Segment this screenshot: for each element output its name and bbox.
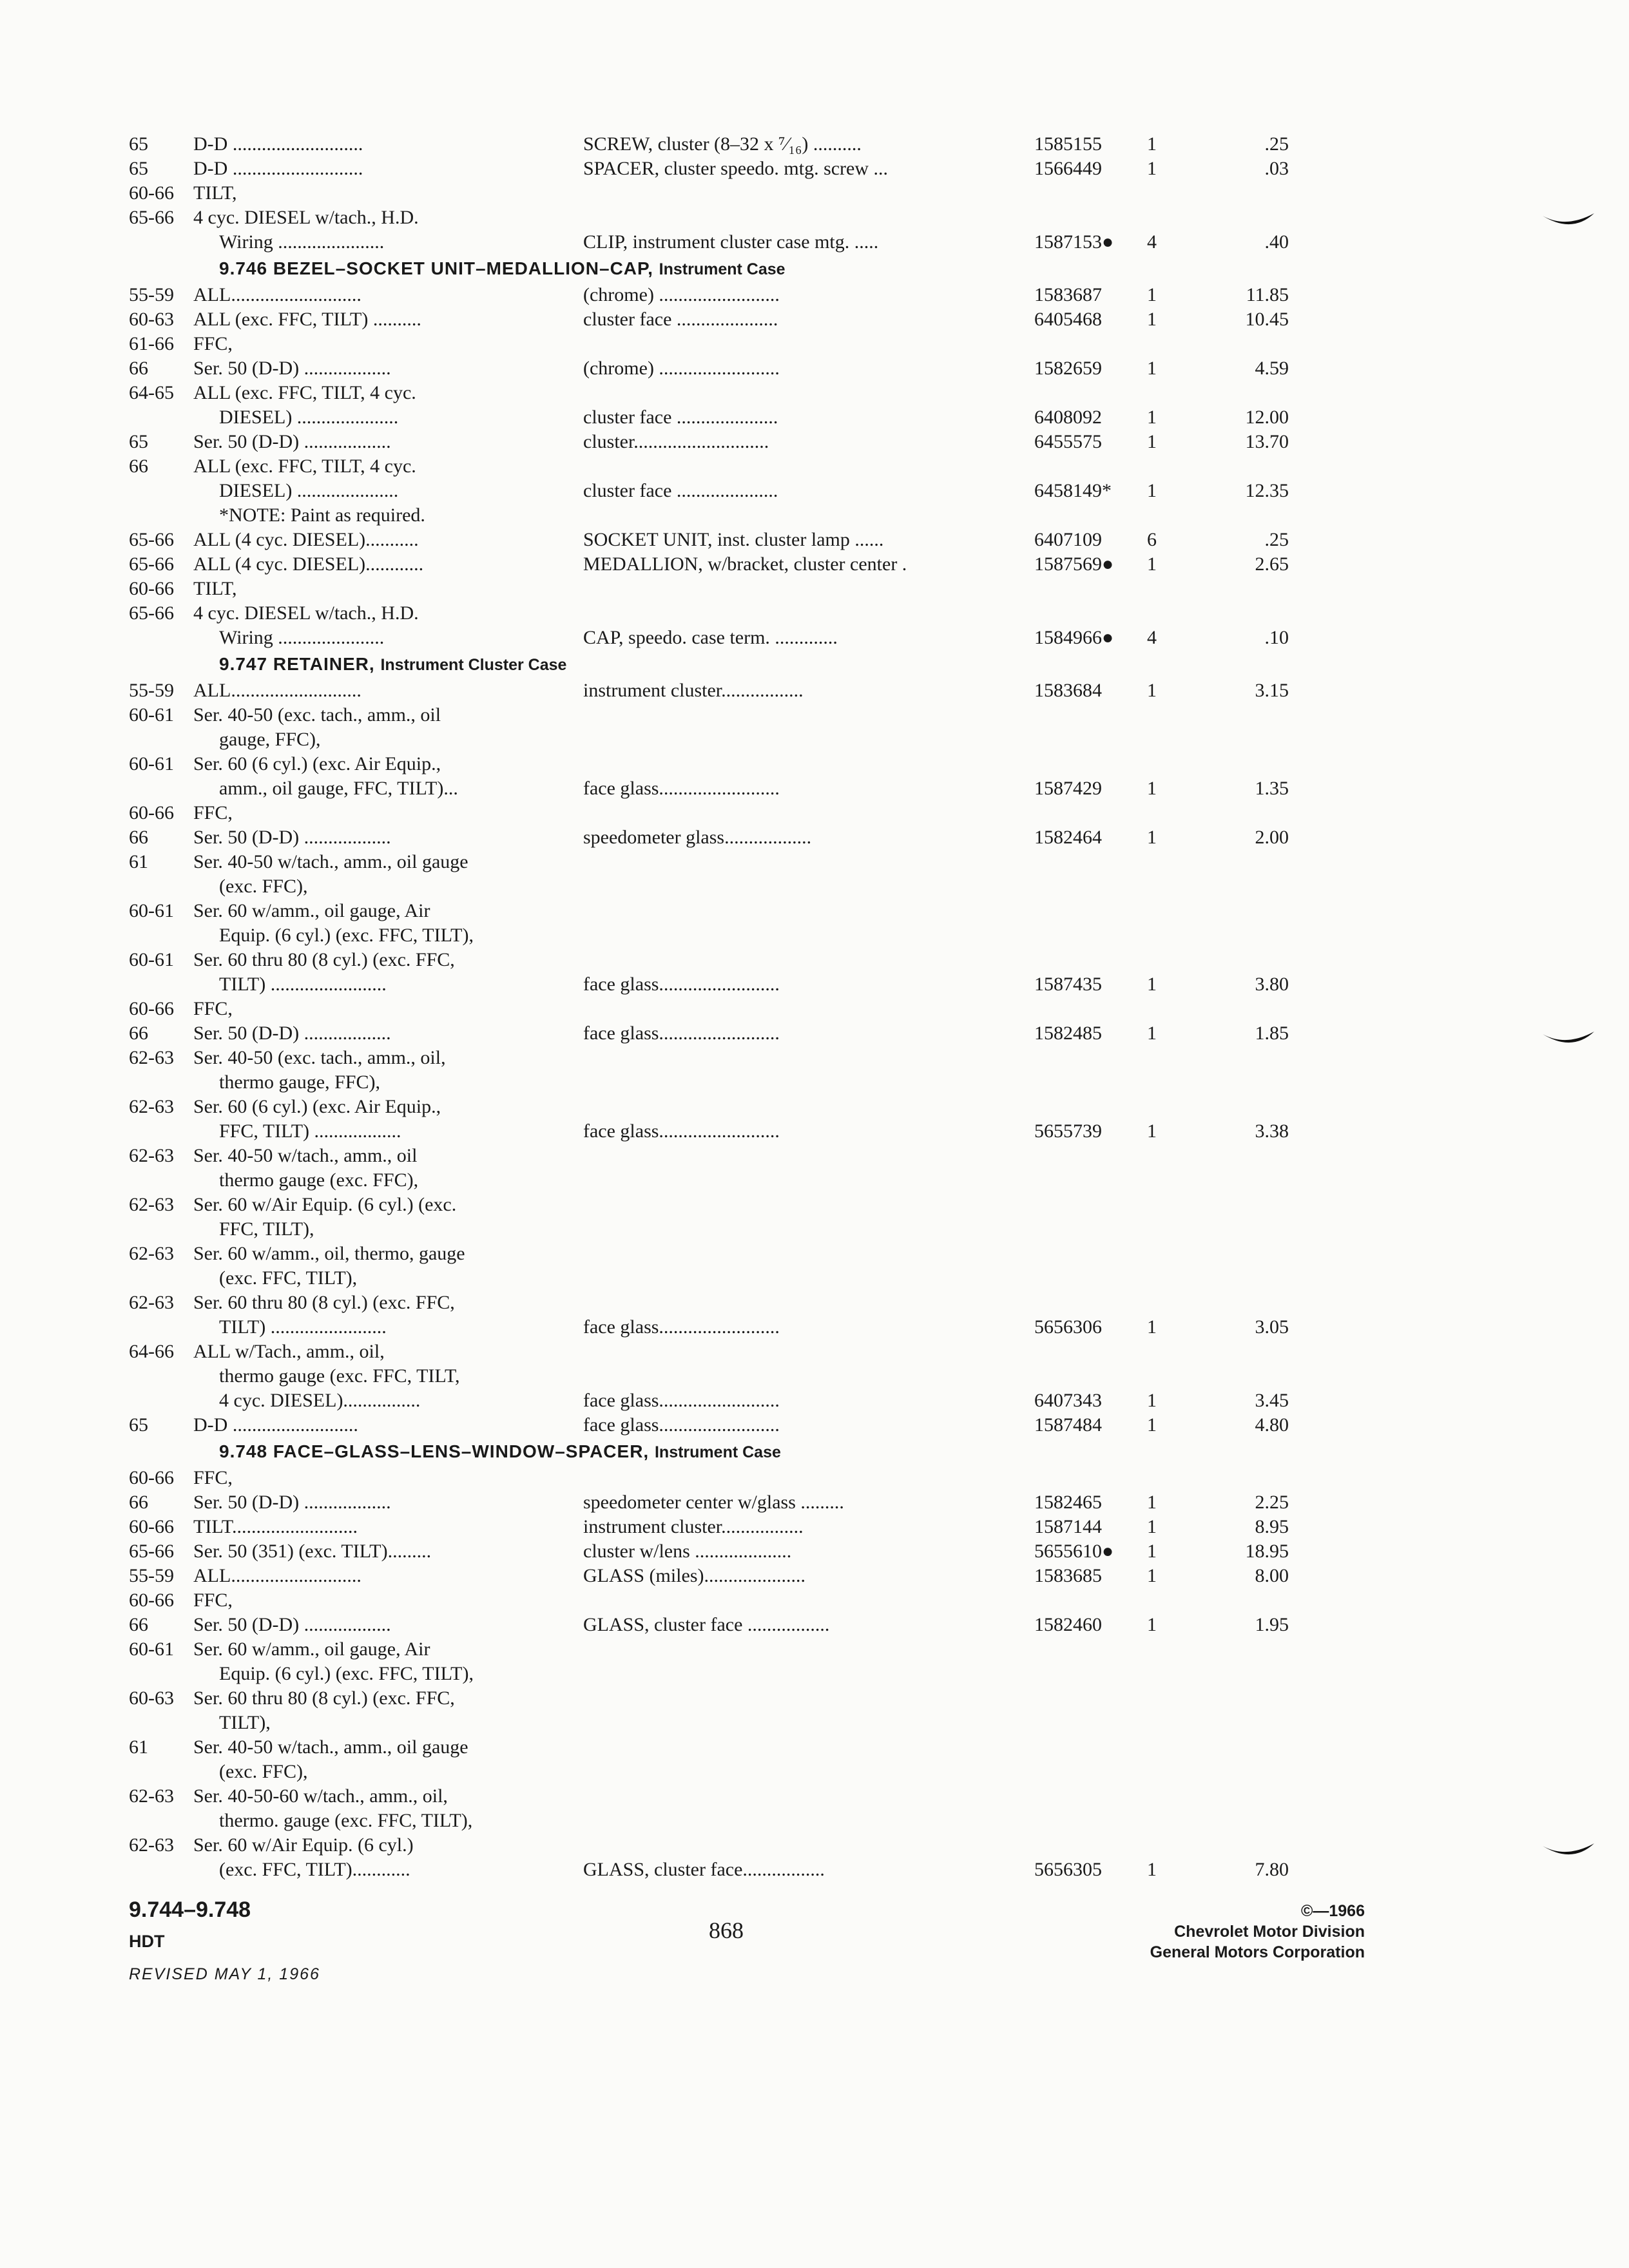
model-cell: Ser. 60 thru 80 (8 cyl.) (exc. FFC, [193, 1687, 455, 1709]
model-cell: (exc. FFC), [219, 1761, 308, 1782]
part-name-cell: face glass......................... [583, 1023, 780, 1044]
year-cell: 65 [129, 431, 148, 452]
year-cell: 64-66 [129, 1341, 174, 1362]
model-cell: Ser. 50 (351) (exc. TILT)......... [193, 1541, 432, 1562]
quantity-cell: 1 [1147, 778, 1157, 799]
price-cell: 3.80 [1255, 974, 1289, 995]
price-cell: 3.45 [1255, 1390, 1289, 1411]
part-name-cell: SPACER, cluster speedo. mtg. screw ... [583, 158, 889, 179]
model-cell: TILT) ........................ [219, 1316, 387, 1338]
model-cell: Ser. 40-50 w/tach., amm., oil gauge [193, 851, 468, 872]
part-name-cell: cluster............................ [583, 431, 769, 452]
year-cell: 62-63 [129, 1243, 174, 1264]
price-cell: 11.85 [1246, 284, 1289, 305]
model-cell: DIESEL) ..................... [219, 407, 399, 428]
year-cell: 60-61 [129, 900, 174, 921]
quantity-cell: 4 [1147, 627, 1157, 648]
footer-section-range: 9.744–9.748 [129, 1898, 251, 1922]
part-name-cell: cluster face ..................... [583, 480, 778, 501]
quantity-cell: 1 [1147, 553, 1157, 575]
model-cell: thermo gauge (exc. FFC), [219, 1169, 419, 1191]
part-number-cell: 1582659 [1034, 358, 1102, 379]
quantity-cell: 1 [1147, 1492, 1157, 1513]
punch-mark-middle [1540, 1028, 1598, 1053]
price-cell: 8.95 [1255, 1516, 1289, 1537]
year-cell: 60-66 [129, 578, 174, 599]
model-cell: Ser. 40-50 w/tach., amm., oil [193, 1145, 418, 1166]
section-name: BEZEL–SOCKET UNIT–MEDALLION–CAP, [273, 258, 653, 278]
model-cell: TILT) ........................ [219, 974, 387, 995]
year-cell: 60-66 [129, 1467, 174, 1488]
part-name-cell: SCREW, cluster (8–32 x ⁷⁄₁₆) .......... [583, 133, 862, 155]
model-cell: D-D .......................... [193, 1414, 358, 1436]
model-cell: D-D ........................... [193, 158, 363, 179]
part-number-cell: 1587429 [1034, 778, 1102, 799]
price-cell: 4.80 [1255, 1414, 1289, 1436]
quantity-cell: 1 [1147, 1859, 1157, 1880]
price-cell: 12.00 [1245, 407, 1289, 428]
model-cell: ALL........................... [193, 1565, 361, 1586]
part-number-cell: 1587153● [1034, 231, 1114, 253]
price-cell: .03 [1264, 158, 1289, 179]
part-name-cell: GLASS, cluster face................. [583, 1859, 825, 1880]
price-cell: 12.35 [1245, 480, 1289, 501]
part-name-cell: GLASS, cluster face ................. [583, 1614, 830, 1635]
price-cell: 1.35 [1255, 778, 1289, 799]
model-cell: Wiring ...................... [219, 627, 385, 648]
model-cell: *NOTE: Paint as required. [219, 505, 425, 526]
year-cell: 60-66 [129, 1516, 174, 1537]
part-number-cell: 1587144 [1034, 1516, 1102, 1537]
year-cell: 62-63 [129, 1145, 174, 1166]
part-number-cell: 1582485 [1034, 1023, 1102, 1044]
model-cell: Ser. 50 (D-D) .................. [193, 431, 391, 452]
quantity-cell: 1 [1147, 1120, 1157, 1142]
price-cell: 2.25 [1255, 1492, 1289, 1513]
year-cell: 65 [129, 133, 148, 155]
part-number-cell: 1583687 [1034, 284, 1102, 305]
quantity-cell: 1 [1147, 358, 1157, 379]
year-cell: 65-66 [129, 553, 174, 575]
year-cell: 60-66 [129, 802, 174, 823]
price-cell: 8.00 [1255, 1565, 1289, 1586]
quantity-cell: 1 [1147, 1516, 1157, 1537]
part-name-cell: CAP, speedo. case term. ............. [583, 627, 838, 648]
price-cell: 18.95 [1245, 1541, 1289, 1562]
model-cell: (exc. FFC, TILT)............ [219, 1859, 410, 1880]
model-cell: FFC, [193, 1467, 233, 1488]
footer-publisher [1150, 1901, 1365, 1963]
quantity-cell: 1 [1147, 1023, 1157, 1044]
part-number-cell: 1587484 [1034, 1414, 1102, 1436]
quantity-cell: 1 [1147, 1316, 1157, 1338]
punch-mark-top [1540, 209, 1598, 235]
model-cell: TILT.......................... [193, 1516, 358, 1537]
year-cell: 66 [129, 1614, 148, 1635]
part-name-cell: face glass......................... [583, 1414, 780, 1436]
model-cell: Ser. 60 w/Air Equip. (6 cyl.) (exc. [193, 1194, 457, 1215]
model-cell: ALL........................... [193, 284, 361, 305]
part-number-cell: 1585155 [1034, 133, 1102, 155]
price-cell: 3.15 [1255, 680, 1289, 701]
model-cell: Equip. (6 cyl.) (exc. FFC, TILT), [219, 925, 474, 946]
year-cell: 61 [129, 851, 148, 872]
year-cell: 65-66 [129, 207, 174, 228]
year-cell: 61-66 [129, 333, 174, 354]
model-cell: Wiring ...................... [219, 231, 385, 253]
part-number-cell: 1584966● [1034, 627, 1114, 648]
year-cell: 65 [129, 158, 148, 179]
model-cell: thermo gauge, FFC), [219, 1072, 380, 1093]
section-subtitle: Instrument Case [654, 1443, 781, 1461]
model-cell: Ser. 60 w/amm., oil gauge, Air [193, 1639, 430, 1660]
part-number-cell: 6405468 [1034, 309, 1102, 330]
quantity-cell: 1 [1147, 1614, 1157, 1635]
part-name-cell: GLASS (miles)..................... [583, 1565, 805, 1586]
part-name-cell: face glass......................... [583, 1316, 780, 1338]
model-cell: (exc. FFC, TILT), [219, 1267, 358, 1289]
model-cell: Ser. 40-50-60 w/tach., amm., oil, [193, 1785, 448, 1807]
part-name-cell: cluster w/lens .................... [583, 1541, 792, 1562]
model-cell: Equip. (6 cyl.) (exc. FFC, TILT), [219, 1663, 474, 1684]
year-cell: 60-61 [129, 753, 174, 774]
division-name: Chevrolet Motor Division [1174, 1923, 1365, 1941]
year-cell: 66 [129, 827, 148, 848]
quantity-cell: 1 [1147, 1565, 1157, 1586]
part-number-cell: 1583684 [1034, 680, 1102, 701]
year-cell: 60-66 [129, 1590, 174, 1611]
model-cell: ALL w/Tach., amm., oil, [193, 1341, 385, 1362]
model-cell: TILT), [219, 1712, 271, 1733]
quantity-cell: 1 [1147, 827, 1157, 848]
year-cell: 60-63 [129, 309, 174, 330]
quantity-cell: 1 [1147, 1541, 1157, 1562]
part-number-cell: 6458149* [1034, 480, 1112, 501]
part-name-cell: CLIP, instrument cluster case mtg. ..... [583, 231, 879, 253]
part-number-cell: 5656305 [1034, 1859, 1102, 1880]
model-cell: Ser. 50 (D-D) .................. [193, 1023, 391, 1044]
part-name-cell: face glass......................... [583, 1390, 780, 1411]
part-number-cell: 1587569● [1034, 553, 1114, 575]
copyright-notice: ©—1966 [1300, 1902, 1365, 1920]
year-cell: 65-66 [129, 1541, 174, 1562]
part-name-cell: face glass......................... [583, 778, 780, 799]
part-name-cell: (chrome) ......................... [583, 358, 780, 379]
model-cell: thermo gauge (exc. FFC, TILT, [219, 1365, 460, 1387]
year-cell: 60-66 [129, 182, 174, 204]
part-number-cell: 6407343 [1034, 1390, 1102, 1411]
part-number-cell: 1582464 [1034, 827, 1102, 848]
model-cell: Ser. 40-50 (exc. tach., amm., oil, [193, 1047, 446, 1068]
model-cell: ALL (4 cyc. DIESEL)............ [193, 553, 424, 575]
price-cell: 7.80 [1255, 1859, 1289, 1880]
model-cell: Ser. 40-50 w/tach., amm., oil gauge [193, 1736, 468, 1758]
year-cell: 62-63 [129, 1194, 174, 1215]
footer-revised-date: REVISED MAY 1, 1966 [129, 1965, 320, 1983]
model-cell: FFC, TILT), [219, 1218, 314, 1240]
part-number-cell: 5655739 [1034, 1120, 1102, 1142]
year-cell: 60-66 [129, 998, 174, 1019]
model-cell: FFC, [193, 802, 233, 823]
price-cell: 2.00 [1255, 827, 1289, 848]
price-cell: .40 [1264, 231, 1289, 253]
model-cell: Ser. 60 w/amm., oil gauge, Air [193, 900, 430, 921]
price-cell: 3.38 [1255, 1120, 1289, 1142]
section-name: FACE–GLASS–LENS–WINDOW–SPACER, [273, 1441, 650, 1461]
quantity-cell: 1 [1147, 1390, 1157, 1411]
model-cell: Ser. 60 w/amm., oil, thermo, gauge [193, 1243, 465, 1264]
year-cell: 66 [129, 1023, 148, 1044]
price-cell: 3.05 [1255, 1316, 1289, 1338]
model-cell: Ser. 50 (D-D) .................. [193, 358, 391, 379]
model-cell: Ser. 60 (6 cyl.) (exc. Air Equip., [193, 753, 441, 774]
punch-mark-bottom [1540, 1840, 1598, 1865]
model-cell: gauge, FFC), [219, 729, 321, 750]
price-cell: .10 [1264, 627, 1289, 648]
section-number: 9.747 [219, 654, 268, 674]
part-number-cell: 1583685 [1034, 1565, 1102, 1586]
part-name-cell: face glass......................... [583, 974, 780, 995]
quantity-cell: 1 [1147, 158, 1157, 179]
model-cell: Ser. 60 w/Air Equip. (6 cyl.) [193, 1834, 414, 1856]
price-cell: 13.70 [1245, 431, 1289, 452]
model-cell: (exc. FFC), [219, 876, 308, 897]
year-cell: 62-63 [129, 1785, 174, 1807]
model-cell: ALL (4 cyc. DIESEL)........... [193, 529, 419, 550]
price-cell: .25 [1264, 529, 1289, 550]
year-cell: 60-61 [129, 1639, 174, 1660]
part-name-cell: SOCKET UNIT, inst. cluster lamp ...... [583, 529, 884, 550]
year-cell: 64-65 [129, 382, 174, 403]
model-cell: TILT, [193, 578, 237, 599]
model-cell: D-D ........................... [193, 133, 363, 155]
year-cell: 65 [129, 1414, 148, 1436]
section-name: RETAINER, [273, 654, 375, 674]
price-cell: .25 [1264, 133, 1289, 155]
model-cell: Ser. 60 thru 80 (8 cyl.) (exc. FFC, [193, 1292, 455, 1313]
year-cell: 66 [129, 358, 148, 379]
part-name-cell: speedometer glass.................. [583, 827, 812, 848]
price-cell: 2.65 [1255, 553, 1289, 575]
model-cell: FFC, [193, 333, 233, 354]
year-cell: 55-59 [129, 680, 174, 701]
model-cell: FFC, [193, 998, 233, 1019]
model-cell: amm., oil gauge, FFC, TILT)... [219, 778, 458, 799]
part-name-cell: speedometer center w/glass ......... [583, 1492, 844, 1513]
part-number-cell: 1566449 [1034, 158, 1102, 179]
price-cell: 1.85 [1255, 1023, 1289, 1044]
year-cell: 62-63 [129, 1047, 174, 1068]
price-cell: 4.59 [1255, 358, 1289, 379]
part-name-cell: MEDALLION, w/bracket, cluster center . [583, 553, 907, 575]
year-cell: 62-63 [129, 1096, 174, 1117]
quantity-cell: 1 [1147, 480, 1157, 501]
corporation-name: General Motors Corporation [1150, 1943, 1365, 1961]
part-number-cell: 1582460 [1034, 1614, 1102, 1635]
part-number-cell: 6455575 [1034, 431, 1102, 452]
part-number-cell: 1582465 [1034, 1492, 1102, 1513]
model-cell: ALL........................... [193, 680, 361, 701]
part-number-cell: 5655610● [1034, 1541, 1114, 1562]
year-cell: 62-63 [129, 1834, 174, 1856]
part-name-cell: instrument cluster................. [583, 1516, 804, 1537]
part-number-cell: 6407109 [1034, 529, 1102, 550]
section-subtitle: Instrument Case [659, 260, 786, 278]
year-cell: 55-59 [129, 284, 174, 305]
year-cell: 62-63 [129, 1292, 174, 1313]
year-cell: 55-59 [129, 1565, 174, 1586]
quantity-cell: 1 [1147, 133, 1157, 155]
part-name-cell: face glass......................... [583, 1120, 780, 1142]
quantity-cell: 1 [1147, 309, 1157, 330]
model-cell: Ser. 50 (D-D) .................. [193, 1614, 391, 1635]
quantity-cell: 1 [1147, 431, 1157, 452]
year-cell: 65-66 [129, 529, 174, 550]
model-cell: ALL (exc. FFC, TILT, 4 cyc. [193, 456, 416, 477]
part-name-cell: instrument cluster................. [583, 680, 804, 701]
model-cell: FFC, [193, 1590, 233, 1611]
section-number: 9.746 [219, 258, 268, 278]
year-cell: 61 [129, 1736, 148, 1758]
part-number-cell: 5656306 [1034, 1316, 1102, 1338]
part-name-cell: (chrome) ......................... [583, 284, 780, 305]
quantity-cell: 1 [1147, 974, 1157, 995]
year-cell: 65-66 [129, 602, 174, 624]
model-cell: ALL (exc. FFC, TILT, 4 cyc. [193, 382, 416, 403]
section-number: 9.748 [219, 1441, 268, 1461]
quantity-cell: 6 [1147, 529, 1157, 550]
model-cell: 4 cyc. DIESEL w/tach., H.D. [193, 602, 419, 624]
model-cell: Ser. 60 thru 80 (8 cyl.) (exc. FFC, [193, 949, 455, 970]
quantity-cell: 4 [1147, 231, 1157, 253]
model-cell: 4 cyc. DIESEL w/tach., H.D. [193, 207, 419, 228]
section-subtitle: Instrument Cluster Case [380, 656, 567, 674]
part-number-cell: 6408092 [1034, 407, 1102, 428]
quantity-cell: 1 [1147, 680, 1157, 701]
page-number: 868 [709, 1917, 744, 1943]
year-cell: 60-61 [129, 949, 174, 970]
model-cell: thermo. gauge (exc. FFC, TILT), [219, 1810, 473, 1831]
quantity-cell: 1 [1147, 1414, 1157, 1436]
model-cell: FFC, TILT) .................. [219, 1120, 401, 1142]
year-cell: 66 [129, 456, 148, 477]
model-cell: 4 cyc. DIESEL)................ [219, 1390, 421, 1411]
model-cell: DIESEL) ..................... [219, 480, 399, 501]
part-number-cell: 1587435 [1034, 974, 1102, 995]
part-name-cell: cluster face ..................... [583, 407, 778, 428]
quantity-cell: 1 [1147, 407, 1157, 428]
model-cell: TILT, [193, 182, 237, 204]
model-cell: ALL (exc. FFC, TILT) .......... [193, 309, 421, 330]
quantity-cell: 1 [1147, 284, 1157, 305]
footer-line-code: HDT [129, 1932, 165, 1951]
price-cell: 1.95 [1255, 1614, 1289, 1635]
model-cell: Ser. 40-50 (exc. tach., amm., oil [193, 704, 441, 726]
year-cell: 60-61 [129, 704, 174, 726]
model-cell: Ser. 60 (6 cyl.) (exc. Air Equip., [193, 1096, 441, 1117]
model-cell: Ser. 50 (D-D) .................. [193, 1492, 391, 1513]
year-cell: 66 [129, 1492, 148, 1513]
part-name-cell: cluster face ..................... [583, 309, 778, 330]
model-cell: Ser. 50 (D-D) .................. [193, 827, 391, 848]
year-cell: 60-63 [129, 1687, 174, 1709]
price-cell: 10.45 [1245, 309, 1289, 330]
